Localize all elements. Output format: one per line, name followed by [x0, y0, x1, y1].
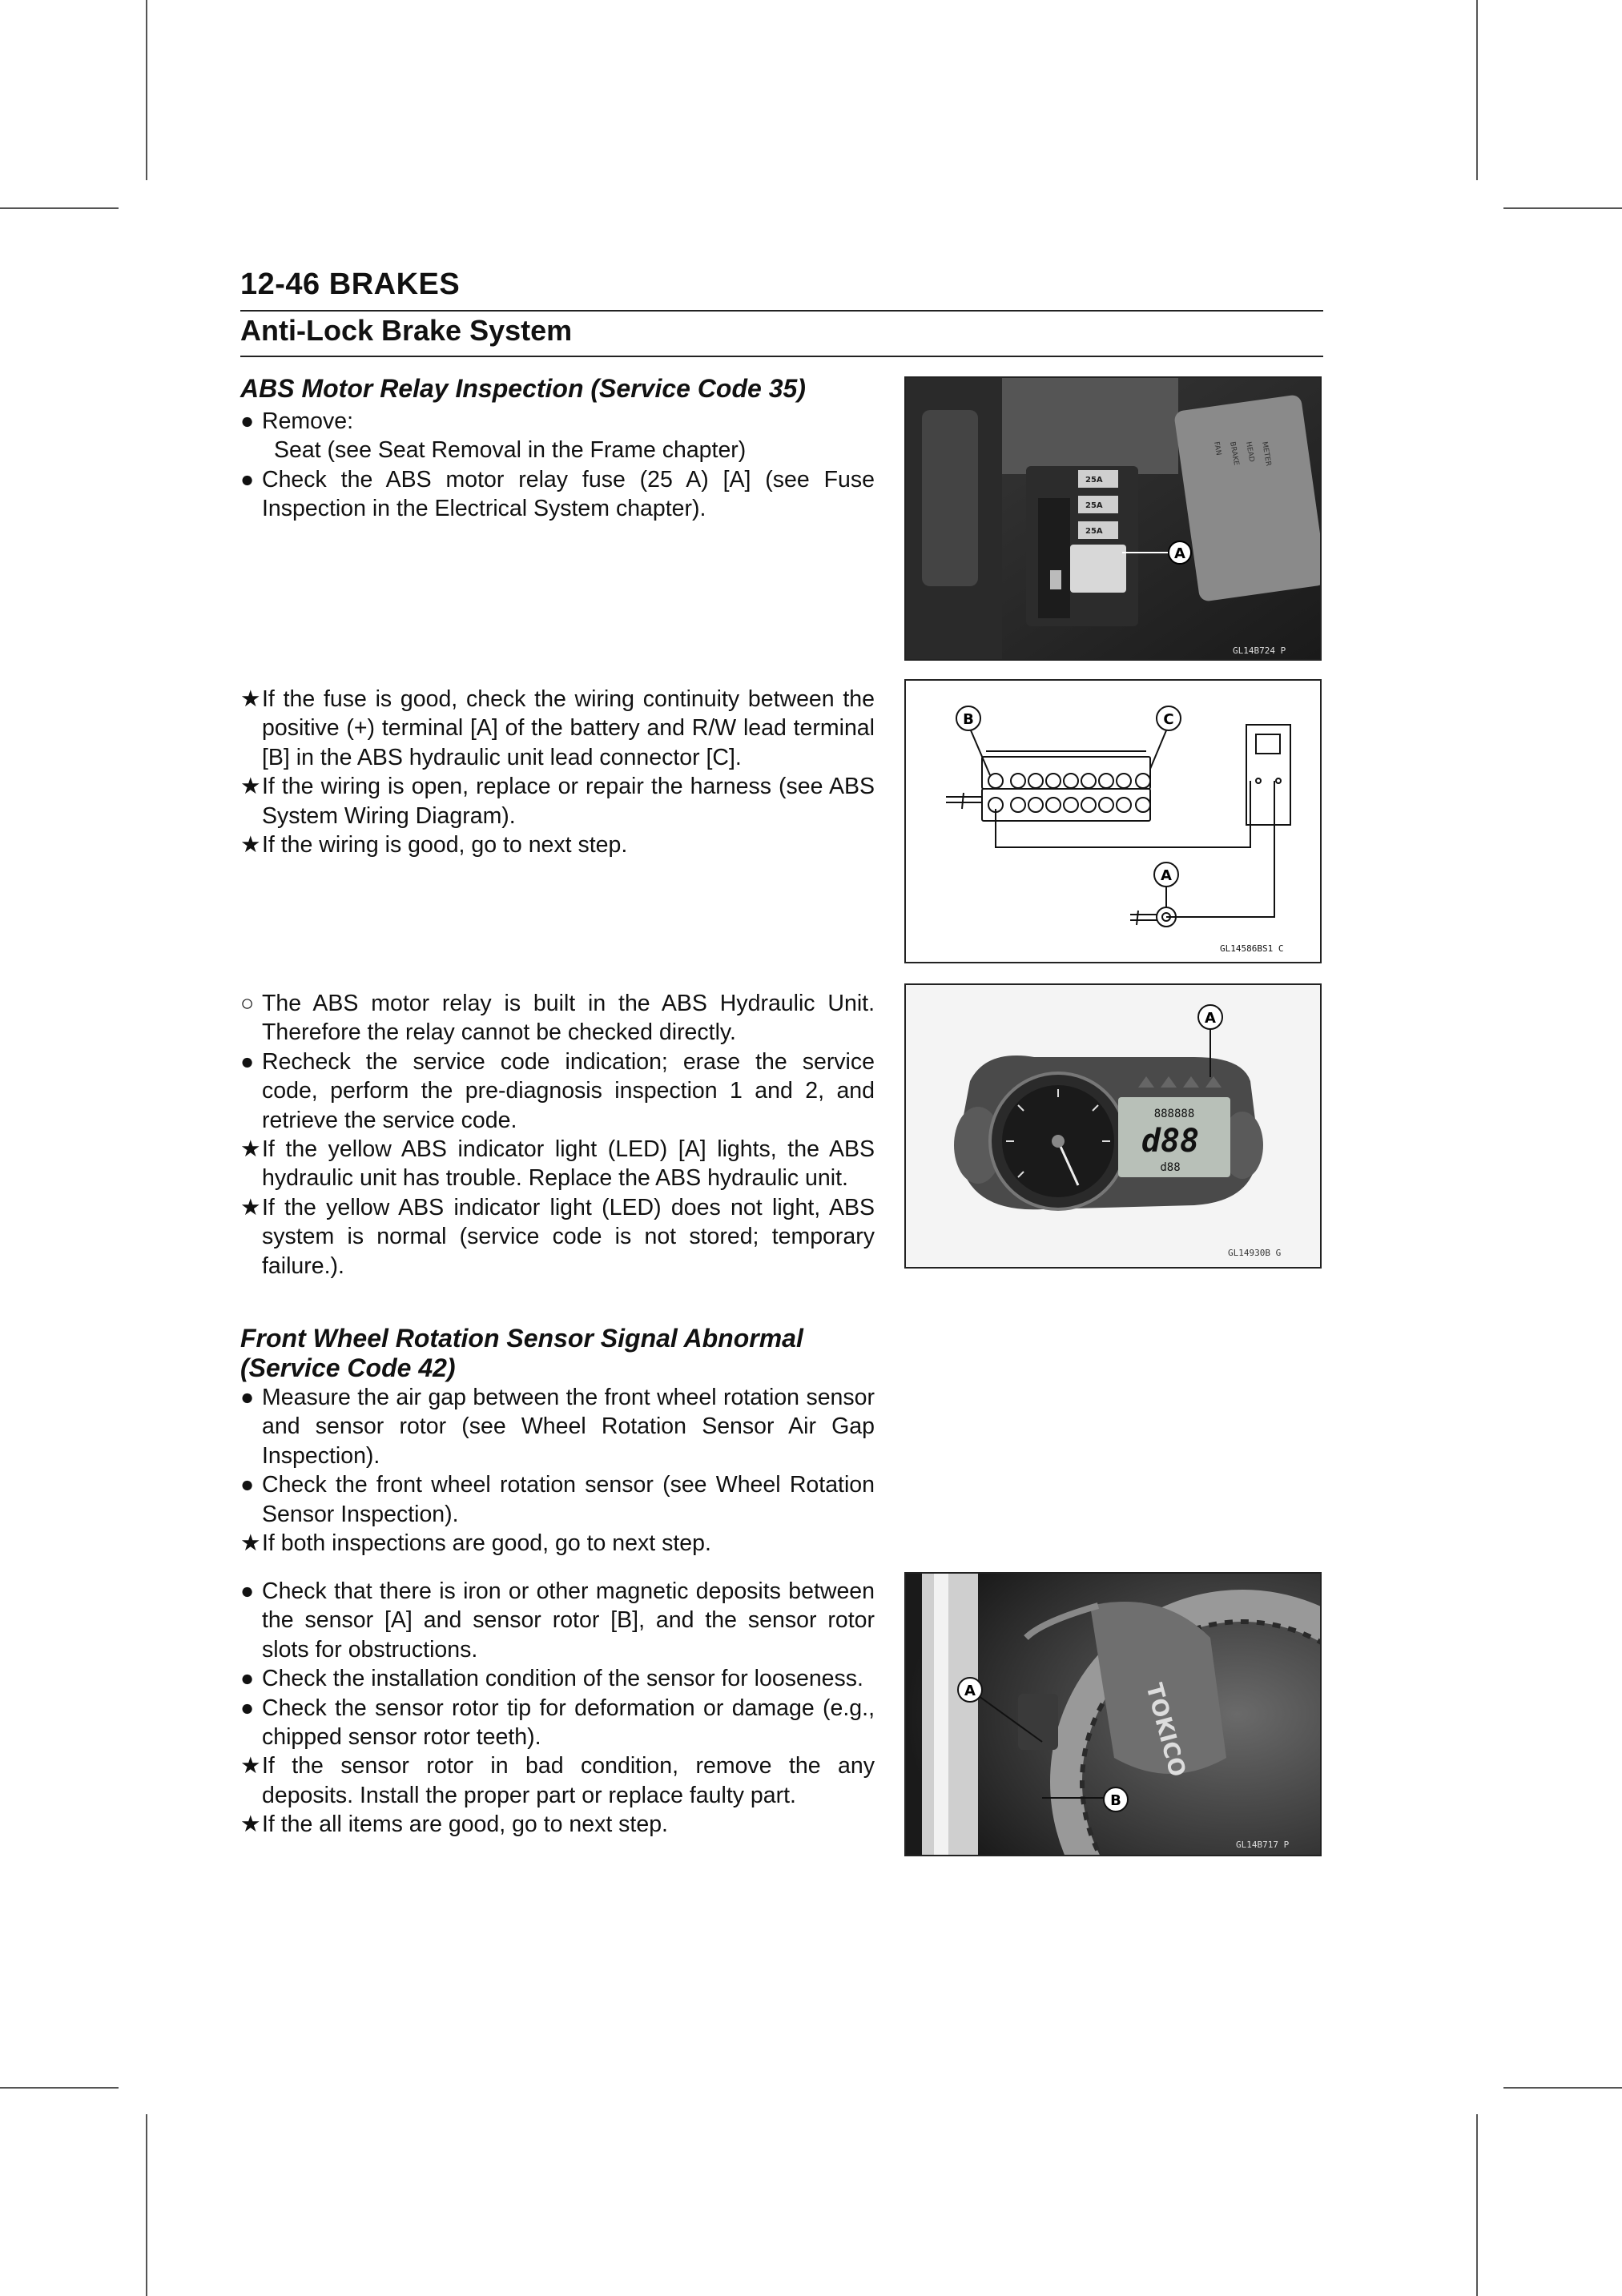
bullet-marker: ● [240, 1695, 255, 1721]
star-marker: ★ [240, 1194, 261, 1220]
fuse-label: 25A [1085, 527, 1103, 536]
fuse-label: 25A [1085, 476, 1103, 485]
list-item: ● Check the sensor rotor tip for deformation or damage (e.g., chipped sensor rotor teeth). [240, 1695, 875, 1751]
circle-marker: ○ [240, 991, 255, 1016]
list-item: ★ If the sensor rotor in bad condition, remove the any deposits. Install the proper part or replace faulty part. [240, 1753, 875, 1808]
list-item: ● Check the front wheel rotation sensor (see Wheel Rotation Sensor Inspection). [240, 1472, 875, 1527]
fuse-label: 25A [1085, 501, 1103, 510]
star-marker: ★ [240, 1136, 261, 1163]
list-item: ★ If the yellow ABS indicator light (LED) [A] lights, the ABS hydraulic unit has trouble. Replace the ABS hydraulic unit. [240, 1136, 875, 1192]
svg-text:FAN: FAN [1212, 440, 1222, 456]
svg-text:METER: METER [1260, 440, 1273, 467]
bullet-marker: ● [240, 1666, 255, 1692]
bullet-marker: ● [240, 408, 255, 434]
svg-text:BRAKE: BRAKE [1228, 440, 1241, 466]
block-relay-recheck [240, 989, 875, 1281]
figure-code: GL14B717 P [1236, 1840, 1290, 1850]
callout-a: A [1174, 545, 1185, 562]
list-item: ★ If the wiring is open, replace or repair the harness (see ABS System Wiring Diagram). [240, 774, 875, 829]
list-item: ★ If both inspections are good, go to next step. [240, 1529, 875, 1558]
section-rule [240, 356, 1323, 357]
display-speed-readout: d88 [1141, 1123, 1200, 1160]
list-item: ★ If the all items are good, go to next step. [240, 1810, 875, 1839]
list-item: Seat (see Seat Removal in the Frame chapter) [274, 437, 747, 464]
figure-fuse-box-photo [904, 376, 1322, 661]
figure-code: GL14930B G [1228, 1248, 1282, 1258]
figure-meter-panel-photo [904, 983, 1322, 1269]
list-item: ● Check the installation condition of the sensor for looseness. [240, 1664, 875, 1693]
page-number-header: 12-46 BRAKES [240, 267, 461, 301]
callout-a: A [1161, 867, 1172, 884]
bullet-marker: ● [240, 466, 255, 493]
list-item: ● Recheck the service code indication; erase the service code, perform the pre-diagnosis inspection 1 and 2, and retrieve the service code. [240, 1048, 875, 1133]
svg-text:HEAD: HEAD [1244, 440, 1256, 463]
bullet-marker: ● [240, 1472, 255, 1498]
crop-mark [146, 0, 147, 180]
list-item: ★ If the wiring is good, go to next step. [240, 830, 875, 859]
crop-mark [146, 2114, 147, 2296]
crop-mark [0, 207, 119, 209]
star-marker: ★ [240, 832, 261, 858]
block-front-wheel-sensor [240, 1324, 875, 1558]
list-item: ○ The ABS motor relay is built in the ABS Hydraulic Unit. Therefore the relay cannot be checked directly. [240, 991, 875, 1046]
bullet-marker: ● [240, 1385, 255, 1410]
callout-b: B [963, 711, 974, 728]
figure-code: GL14586BS1 C [1220, 943, 1284, 954]
block-motor-relay [240, 374, 875, 524]
star-marker: ★ [240, 686, 261, 712]
callout-a: A [1205, 1010, 1216, 1027]
figure-wiring-diagram [904, 679, 1322, 963]
list-item: ● Remove: [240, 407, 875, 436]
block-sensor-rotor-check [240, 1577, 875, 1840]
callout-b: B [1110, 1792, 1121, 1809]
star-marker: ★ [240, 1811, 261, 1838]
caliper-brand: TOKICO [1141, 1680, 1192, 1780]
display-top-readout: 888888 [1153, 1108, 1195, 1120]
star-marker: ★ [240, 1753, 261, 1779]
figure-code: GL14B724 P [1233, 645, 1286, 656]
list-item: ★ If the yellow ABS indicator light (LED) does not light, ABS system is normal (service code is not stored; temporary failure.). [240, 1194, 875, 1279]
display-sub-readout: d88 [1160, 1161, 1181, 1174]
figure-front-wheel-sensor-photo [904, 1572, 1322, 1856]
list-item: ● Check that there is iron or other magnetic deposits between the sensor [A] and sensor rotor [B], and the sensor rotor slots for obstructions. [240, 1578, 875, 1663]
block-wiring-continuity [240, 685, 875, 859]
subsection-heading-cont: (Service Code 42) [240, 1353, 456, 1382]
bullet-marker: ● [240, 1578, 255, 1604]
callout-c: C [1163, 711, 1174, 728]
list-item: ★ If the fuse is good, check the wiring continuity between the positive (+) terminal [A] of the battery and R/W lead terminal [B] in the ABS hydraulic unit lead connector [C]. [240, 686, 875, 770]
bullet-marker: ● [240, 1048, 255, 1075]
callout-a: A [964, 1683, 976, 1699]
star-marker: ★ [240, 774, 261, 800]
crop-mark [1503, 207, 1622, 209]
crop-mark [1503, 2087, 1622, 2089]
header-rule [240, 310, 1323, 312]
list-item: ● Measure the air gap between the front wheel rotation sensor and sensor rotor (see Wheel Rotation Sensor Air Gap Inspection). [240, 1385, 875, 1469]
crop-mark [1476, 0, 1478, 180]
list-item: ● Check the ABS motor relay fuse (25 A) [A] (see Fuse Inspection in the Electrical System chapter). [240, 466, 875, 522]
subsection-heading: ABS Motor Relay Inspection (Service Code 35) [240, 374, 806, 403]
subsection-heading: Front Wheel Rotation Sensor Signal Abnormal [240, 1324, 803, 1353]
star-marker: ★ [240, 1530, 261, 1557]
crop-mark [0, 2087, 119, 2089]
section-title: Anti-Lock Brake System [240, 314, 573, 347]
crop-mark [1476, 2114, 1478, 2296]
